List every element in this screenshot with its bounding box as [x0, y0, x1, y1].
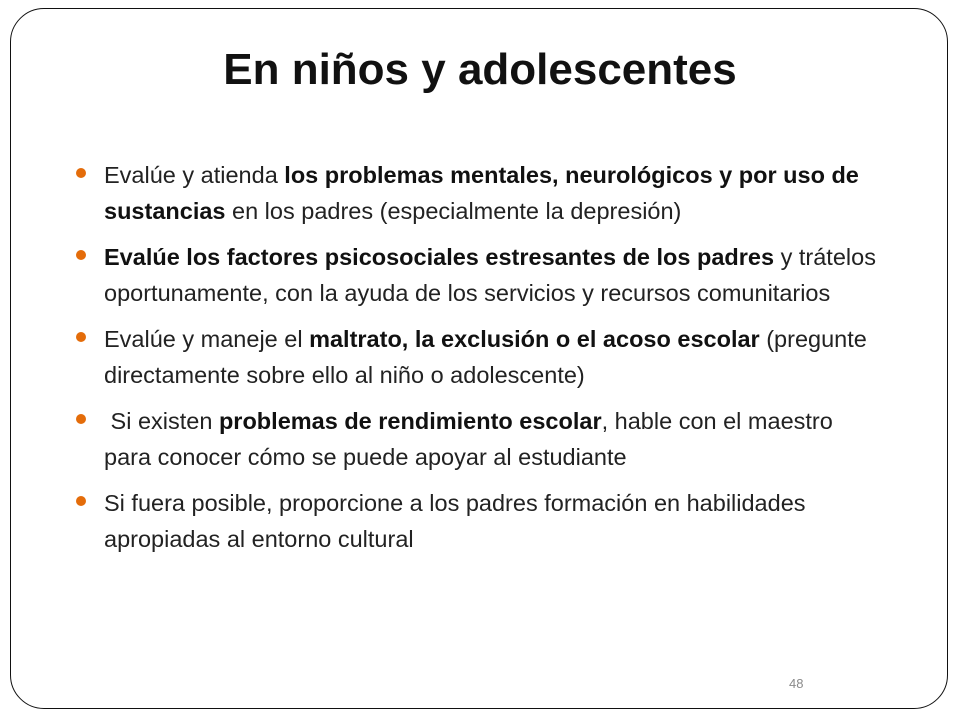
bullet-dot-icon: [76, 332, 86, 342]
bullet-text: [104, 162, 859, 224]
bullet-text-segment: Evalúe y maneje el: [104, 326, 310, 352]
bullet-text-segment: Si existen: [104, 408, 219, 434]
bullet-dot-icon: [76, 496, 86, 506]
bullet-text: [104, 326, 867, 388]
bullet-text-segment: Si fuera posible, proporcione a los padres formación en habilidades apropiadas al entorno cultural: [104, 490, 806, 552]
bullet-item: [76, 321, 886, 393]
bullet-dot-icon: [76, 414, 86, 424]
bullet-text: [104, 408, 833, 470]
bullet-item: [76, 239, 886, 311]
bullet-text-bold: los problemas mentales, neurológicos y por uso de sustancias: [104, 162, 859, 224]
bullet-dot-icon: [76, 250, 86, 260]
bullet-item: [76, 157, 886, 229]
bullet-text-segment: Evalúe y atienda: [104, 162, 285, 188]
bullet-text-bold: Evalúe los factores psicosociales estresantes de los padres: [104, 244, 775, 270]
bullet-text-bold: problemas de rendimiento escolar: [218, 408, 602, 434]
bullet-item: [76, 485, 886, 557]
bullet-text: [104, 490, 806, 552]
slide-title: En niños y adolescentes: [223, 45, 737, 94]
bullet-text-segment: en los padres (especialmente la depresión): [225, 198, 682, 224]
bullet-text-bold: maltrato, la exclusión o el acoso escolar: [309, 326, 760, 352]
bullet-text-segment: , hable con el maestro para conocer cómo se puede apoyar al estudiante: [104, 408, 833, 470]
page-number: 48: [789, 676, 804, 691]
bullet-item: [76, 403, 886, 475]
bullet-list: [76, 157, 886, 567]
bullet-dot-icon: [76, 168, 86, 178]
bullet-text-segment: (pregunte directamente sobre ello al niño o adolescente): [104, 326, 867, 388]
bullet-text-segment: y trátelos oportunamente, con la ayuda de los servicios y recursos comunitarios: [104, 244, 876, 306]
bullet-text: [104, 244, 876, 306]
